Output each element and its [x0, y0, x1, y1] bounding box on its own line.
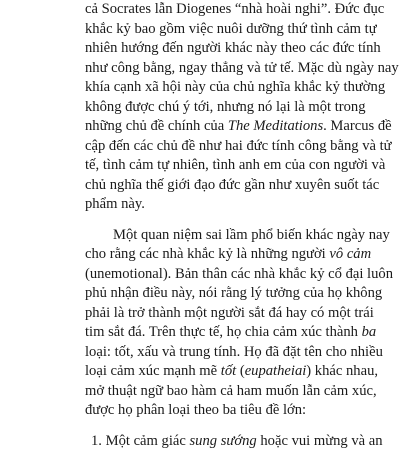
text-span: hoặc vui mừng và an [257, 433, 383, 449]
text-span: không được chú ý tới, nhưng nó lại là một trong [85, 99, 366, 115]
italic-text: eupatheiai [245, 363, 307, 379]
text-span: khía cạnh xã hội này của chủ nghĩa khắc kỷ thường [85, 79, 385, 95]
text-line [85, 226, 355, 246]
text-span: những chủ đề chính của [85, 118, 228, 134]
text-line [85, 39, 355, 59]
text-span: chủ nghĩa thế giới đạo đức gần như xuyên suốt tác [85, 177, 379, 193]
text-span: nhiên hướng đến người khác này theo các đức tính [85, 40, 381, 56]
text-span: (unemotional). Bản thân các nhà khắc kỷ cổ đại luôn [85, 266, 393, 282]
text-span: ) khác nhau, [306, 363, 378, 379]
text-span: tim sắt đá. Trên thực tế, họ chia cảm xúc thành [85, 324, 362, 340]
italic-text: tốt [221, 363, 236, 379]
text-span: mở thuật ngữ bao hàm cả ham muốn lẫn cảm xúc, [85, 383, 377, 399]
text-line [85, 343, 355, 363]
text-line [85, 362, 355, 382]
text-line [85, 59, 355, 79]
text-span: ( [236, 363, 245, 379]
text-line [85, 323, 355, 343]
paragraph-gap [85, 421, 355, 432]
text-line [85, 176, 355, 196]
text-line [85, 382, 355, 402]
text-span: loại cảm xúc mạnh mẽ [85, 363, 221, 379]
text-line [85, 117, 355, 137]
text-span: 1. Một cảm giác [91, 433, 189, 449]
text-span: phẩm này. [85, 196, 145, 212]
text-span: cho rằng các nhà khắc kỷ là những người [85, 246, 329, 262]
text-span: phủ nhận điều này, nói rằng lý tưởng của họ không [85, 285, 382, 301]
text-line [85, 284, 355, 304]
text-span: . Marcus đề [323, 118, 392, 134]
text-line [85, 432, 355, 451]
text-line [85, 304, 355, 324]
text-line [85, 78, 355, 98]
text-line [85, 265, 355, 285]
text-line [85, 0, 355, 20]
text-span: được họ phân loại theo ba tiêu đề lớn: [85, 402, 306, 418]
text-line [85, 195, 355, 215]
text-line [85, 245, 355, 265]
text-span: cập đến các chủ đề như hai đức tính công bằng và tử [85, 138, 392, 154]
text-line [85, 156, 355, 176]
body-text [85, 0, 355, 451]
text-span: phải là trở thành một người sắt đá hay có một trái [85, 305, 374, 321]
text-line [85, 137, 355, 157]
italic-text: vô cảm [329, 246, 371, 262]
text-span: khắc kỷ bao gồm việc nuôi dưỡng thứ tình cảm tự [85, 21, 377, 37]
italic-text: The Meditations [228, 118, 323, 134]
text-span: cả Socrates lẫn Diogenes “nhà hoài nghi”. Đức đục [85, 1, 384, 17]
text-span: tế, tình cảm tự nhiên, tình anh em của con người và [85, 157, 385, 173]
paragraph [85, 0, 355, 215]
italic-text: ba [362, 324, 377, 340]
text-span: Một quan niệm sai lầm phổ biến khác ngày nay [113, 227, 390, 243]
text-span: như công bằng, ngay thẳng và tử tế. Mặc dù ngày nay [85, 60, 399, 76]
text-line [85, 401, 355, 421]
text-line [85, 98, 355, 118]
text-line [85, 20, 355, 40]
paragraph-gap [85, 215, 355, 226]
italic-text: sung sướng [189, 433, 256, 449]
paragraph [85, 226, 355, 421]
text-span: loại: tốt, xấu và trung tính. Họ đã đặt tên cho nhiều [85, 344, 383, 360]
list-item [85, 432, 355, 451]
